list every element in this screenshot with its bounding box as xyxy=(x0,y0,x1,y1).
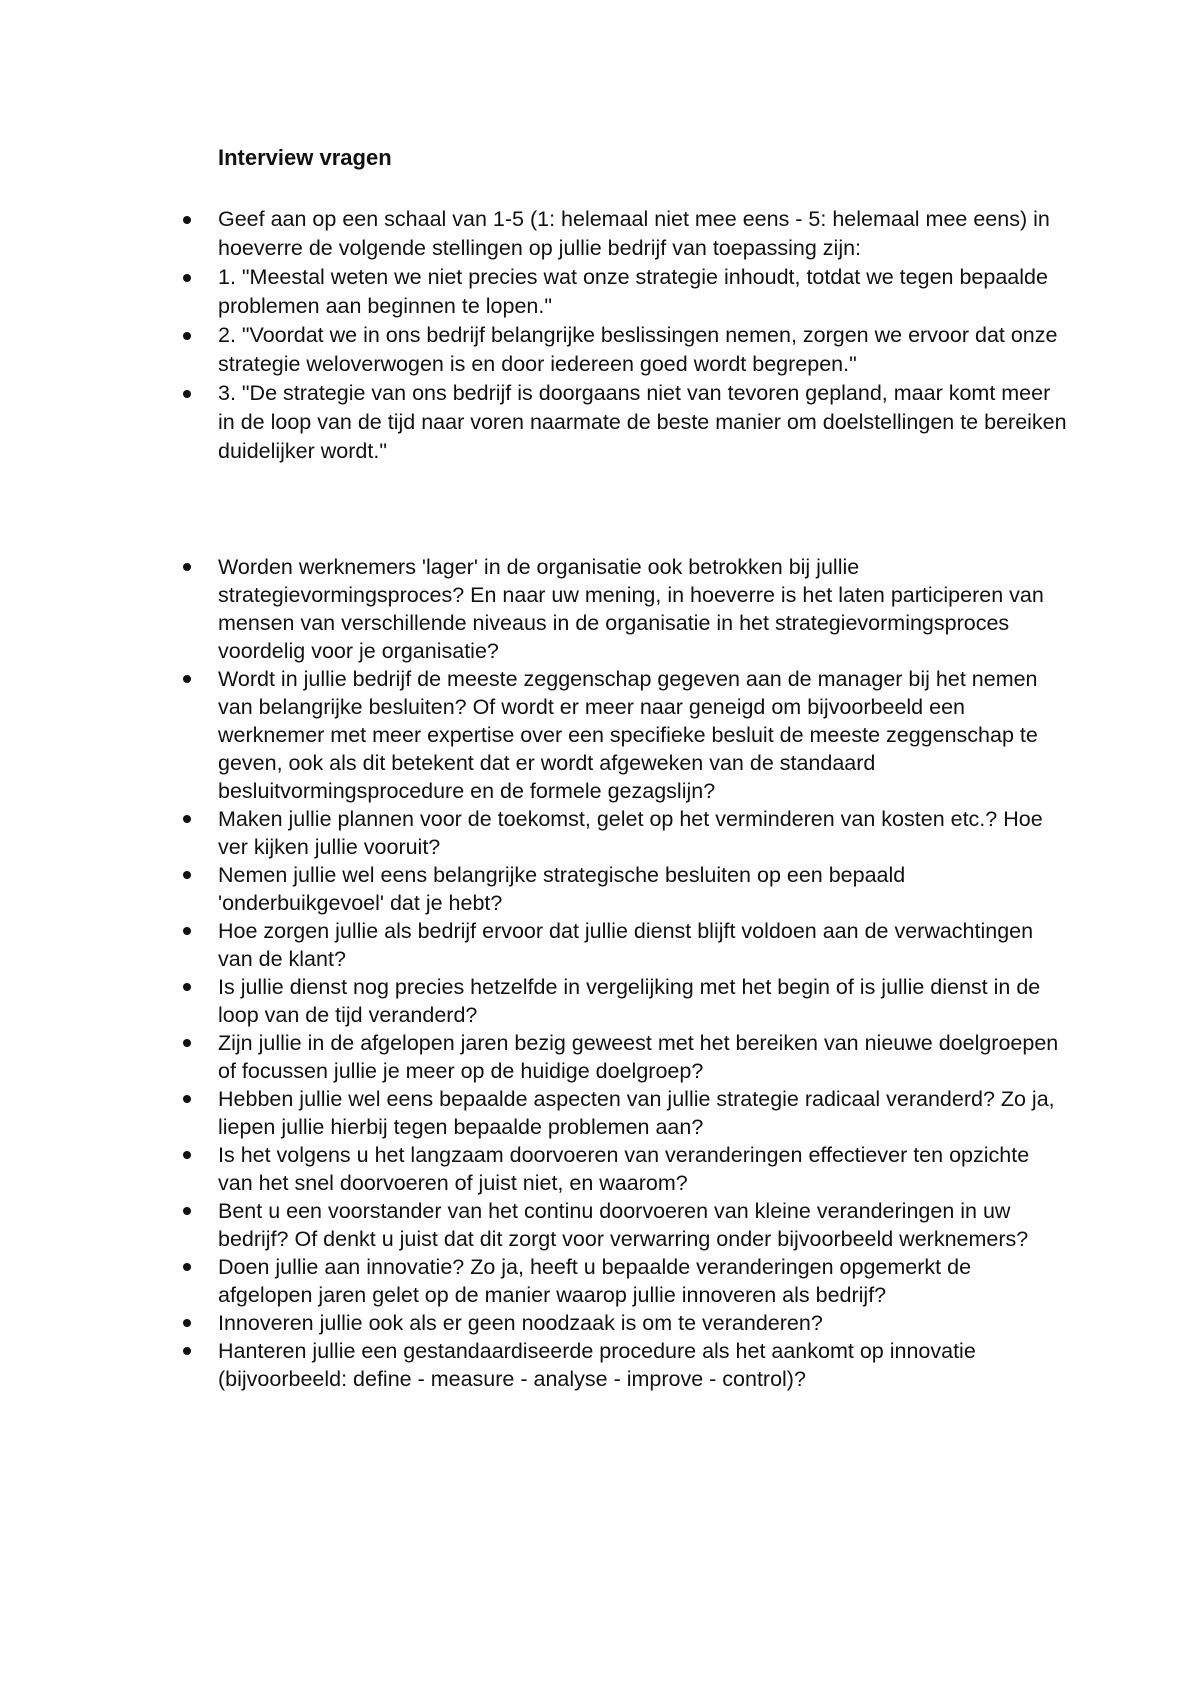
list-item xyxy=(0,973,1068,1029)
list-item xyxy=(0,1253,1068,1309)
list-item-text: Doen jullie aan innovatie? Zo ja, heeft u bepaalde veranderingen opgemerkt de afgelopen jaren gelet op de manier waarop jullie innoveren als bedrijf? xyxy=(218,1255,972,1307)
list-item-text: Wordt in jullie bedrijf de meeste zeggenschap gegeven aan de manager bij het nemen van belangrijke besluiten? Of wordt er meer naar geneigd om bijvoorbeeld een werknemer met meer expertise over een specifieke besluit de meeste zeggenschap te geven, ook als dit betekent dat er wordt afgeweken van de standaard besluitvormingsprocedure en de formele gezagslijn? xyxy=(218,667,1038,803)
list-item xyxy=(0,1197,1068,1253)
bullet-icon xyxy=(183,1039,191,1047)
question-list xyxy=(0,553,1068,1393)
list-item xyxy=(0,1085,1068,1141)
list-item xyxy=(0,665,1068,805)
list-item xyxy=(0,553,1068,665)
list-item-text: Hoe zorgen jullie als bedrijf ervoor dat jullie dienst blijft voldoen aan de verwachtingen van de klant? xyxy=(218,919,1034,971)
list-item xyxy=(0,861,1068,917)
list-item-text: Innoveren jullie ook als er geen noodzaak is om te veranderen? xyxy=(218,1311,823,1335)
statement-list xyxy=(0,205,1068,466)
list-item xyxy=(0,1029,1068,1085)
bullet-icon xyxy=(183,390,191,398)
list-item xyxy=(0,917,1068,973)
list-item xyxy=(0,1309,1068,1337)
bullet-icon xyxy=(183,675,191,683)
list-item-text: Is het volgens u het langzaam doorvoeren van veranderingen effectiever ten opzichte van het snel doorvoeren of juist niet, en waarom? xyxy=(218,1143,1030,1195)
list-item xyxy=(0,379,1068,466)
bullet-icon xyxy=(183,1151,191,1159)
bullet-icon xyxy=(183,1263,191,1271)
bullet-icon xyxy=(183,563,191,571)
list-item-text: Hebben jullie wel eens bepaalde aspecten van jullie strategie radicaal veranderd? Zo ja, liepen jullie hierbij tegen bepaalde problemen aan? xyxy=(218,1087,1055,1139)
bullet-icon xyxy=(183,1319,191,1327)
list-item-text: Geef aan op een schaal van 1-5 (1: helemaal niet mee eens - 5: helemaal mee eens) in hoeverre de volgende stellingen op jullie bedrijf van toepassing zijn: xyxy=(218,207,1050,260)
bullet-icon xyxy=(183,927,191,935)
bullet-icon xyxy=(183,1207,191,1215)
list-item xyxy=(0,1337,1068,1393)
bullet-icon xyxy=(183,871,191,879)
list-item-text: Is jullie dienst nog precies hetzelfde in vergelijking met het begin of is jullie dienst in de loop van de tijd veranderd? xyxy=(218,975,1041,1027)
bullet-icon xyxy=(183,1347,191,1355)
list-item-text: Bent u een voorstander van het continu doorvoeren van kleine veranderingen in uw bedrijf? Of denkt u juist dat dit zorgt voor verwarring onder bijvoorbeeld werknemers? xyxy=(218,1199,1029,1251)
list-item xyxy=(0,1141,1068,1197)
list-item xyxy=(0,205,1068,263)
list-item-text: Hanteren jullie een gestandaardiseerde procedure als het aankomt op innovatie (bijvoorbeeld: define - measure - analyse - improve - control)? xyxy=(218,1339,976,1391)
bullet-icon xyxy=(183,1095,191,1103)
document-title: Interview vragen xyxy=(218,145,392,170)
bullet-icon xyxy=(183,815,191,823)
list-item-text: Zijn jullie in de afgelopen jaren bezig geweest met het bereiken van nieuwe doelgroepen of focussen jullie je meer op de huidige doelgroep? xyxy=(218,1031,1059,1083)
list-item-text: 3. "De strategie van ons bedrijf is doorgaans niet van tevoren gepland, maar komt meer in de loop van de tijd naar voren naarmate de beste manier om doelstellingen te bereiken duidelijker wordt." xyxy=(218,381,1067,463)
list-item xyxy=(0,321,1068,379)
list-item-text: 2. "Voordat we in ons bedrijf belangrijke beslissingen nemen, zorgen we ervoor dat onze strategie weloverwogen is en door iedereen goed wordt begrepen." xyxy=(218,323,1058,376)
list-item-text: 1. "Meestal weten we niet precies wat onze strategie inhoudt, totdat we tegen bepaalde problemen aan beginnen te lopen." xyxy=(218,265,1048,318)
list-item xyxy=(0,805,1068,861)
bullet-icon xyxy=(183,332,191,340)
bullet-icon xyxy=(183,216,191,224)
list-item-text: Maken jullie plannen voor de toekomst, gelet op het verminderen van kosten etc.? Hoe ver kijken jullie vooruit? xyxy=(218,807,1043,859)
list-item-text: Nemen jullie wel eens belangrijke strategische besluiten op een bepaald 'onderbuikgevoel' dat je hebt? xyxy=(218,863,906,915)
bullet-icon xyxy=(183,274,191,282)
bullet-icon xyxy=(183,983,191,991)
list-item xyxy=(0,263,1068,321)
list-item-text: Worden werknemers 'lager' in de organisatie ook betrokken bij jullie strategievormingsproces? En naar uw mening, in hoeverre is het laten participeren van mensen van verschillende niveaus in de organisatie in het strategievormingsproces voordelig voor je organisatie? xyxy=(218,555,1044,663)
